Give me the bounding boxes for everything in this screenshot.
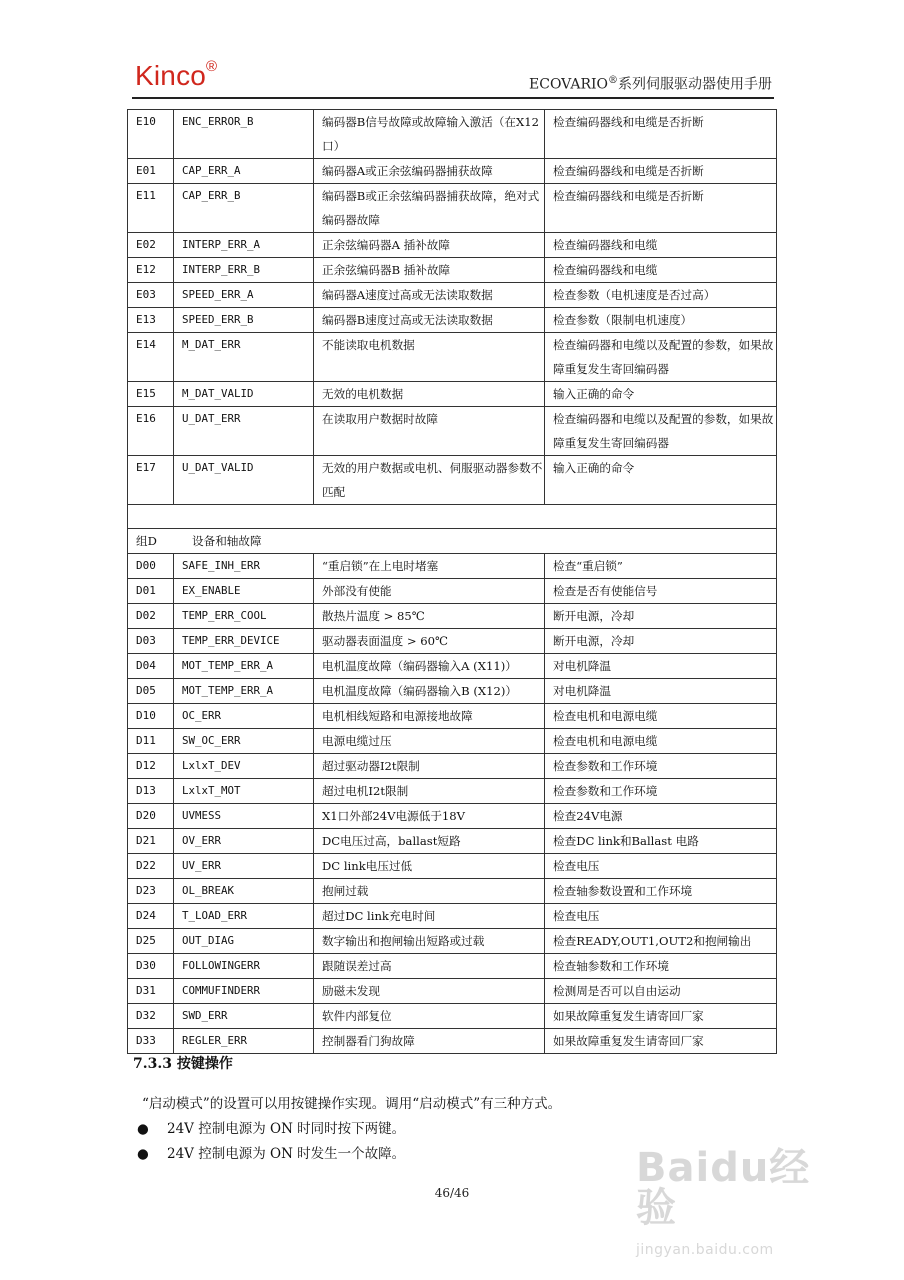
remedy-cell: 检查电机和电源电缆 [545,704,777,729]
error-name-cell: MOT_TEMP_ERR_A [174,679,314,704]
error-name-cell: LxlxT_MOT [174,779,314,804]
fault-description-cell: 电源电缆过压 [314,729,545,754]
remedy-cell: 检查参数（电机速度是否过高） [545,283,777,308]
error-name-cell: TEMP_ERR_DEVICE [174,629,314,654]
error-code-cell: D33 [128,1029,174,1054]
error-name-cell: U_DAT_VALID [174,456,314,505]
error-code-cell: D12 [128,754,174,779]
table-row [128,382,777,407]
table-row [128,554,777,579]
doc-title-registered-mark: ® [608,75,618,86]
fault-description-cell: DC link电压过低 [314,854,545,879]
error-code-cell: D13 [128,779,174,804]
group-label: 组D [136,534,157,548]
fault-description-cell: 编码器A或正余弦编码器捕获故障 [314,159,545,184]
error-code-cell: E14 [128,333,174,382]
remedy-cell: 如果故障重复发生请寄回厂家 [545,1004,777,1029]
error-name-cell: INTERP_ERR_B [174,258,314,283]
table-row [128,1004,777,1029]
error-name-cell: FOLLOWINGERR [174,954,314,979]
error-name-cell: EX_ENABLE [174,579,314,604]
error-code-cell: D11 [128,729,174,754]
error-code-cell: E02 [128,233,174,258]
remedy-cell: 对电机降温 [545,654,777,679]
fault-description-cell: 散热片温度 > 85℃ [314,604,545,629]
remedy-cell: 检查编码器和电缆以及配置的参数，如果故障重复发生寄回编码器 [545,407,777,456]
remedy-cell: 检查编码器和电缆以及配置的参数，如果故障重复发生寄回编码器 [545,333,777,382]
header-divider [132,97,774,99]
remedy-cell: 对电机降温 [545,679,777,704]
remedy-cell: 检查编码器线和电缆是否折断 [545,184,777,233]
error-code-cell: E17 [128,456,174,505]
section-heading: 7.3.3 按键操作 [133,1056,233,1072]
remedy-cell: 检查电压 [545,854,777,879]
error-name-cell: UV_ERR [174,854,314,879]
remedy-cell: 检查编码器线和电缆 [545,258,777,283]
section-paragraph: “启动模式”的设置可以用按键操作实现。调用“启动模式”有三种方式。 [142,1096,562,1112]
doc-title-prefix: ECOVARIO [529,76,608,93]
group-header-row [128,529,777,554]
registered-mark: ® [206,57,218,75]
fault-description-cell: 超过电机I2t限制 [314,779,545,804]
fault-description-cell: 编码器B信号故障或故障输入激活（在X12口） [314,110,545,159]
error-code-cell: E12 [128,258,174,283]
group-header-cell [128,529,777,554]
error-name-cell: SPEED_ERR_A [174,283,314,308]
error-name-cell: INTERP_ERR_A [174,233,314,258]
error-code-cell: D00 [128,554,174,579]
bullet-dot-icon: ● [137,1121,149,1137]
table-row [128,779,777,804]
table-row [128,629,777,654]
remedy-cell: 检查轴参数和工作环境 [545,954,777,979]
page-number: 46/46 [434,1186,470,1200]
error-name-cell: LxlxT_DEV [174,754,314,779]
fault-description-cell: 编码器B或正余弦编码器捕获故障，绝对式编码器故障 [314,184,545,233]
error-name-cell: SWD_ERR [174,1004,314,1029]
table-row [128,729,777,754]
remedy-cell: 检查“重启锁” [545,554,777,579]
remedy-cell: 检查24V电源 [545,804,777,829]
remedy-cell: 输入正确的命令 [545,382,777,407]
fault-description-cell: 电机相线短路和电源接地故障 [314,704,545,729]
table-row [128,804,777,829]
remedy-cell: 检查编码器线和电缆是否折断 [545,110,777,159]
error-code-cell: D30 [128,954,174,979]
kinco-logo [135,57,218,91]
error-code-cell: E03 [128,283,174,308]
remedy-cell: 检查参数和工作环境 [545,779,777,804]
error-code-cell: D24 [128,904,174,929]
error-code-cell: D03 [128,629,174,654]
document-title [529,76,772,92]
table-row [128,407,777,456]
bullet-item [137,1117,405,1137]
table-row [128,929,777,954]
error-code-cell: D02 [128,604,174,629]
remedy-cell: 检查编码器线和电缆 [545,233,777,258]
fault-description-cell: 超过驱动器I2t限制 [314,754,545,779]
error-name-cell: OL_BREAK [174,879,314,904]
table-row [128,333,777,382]
remedy-cell: 断开电源，冷却 [545,604,777,629]
fault-description-cell: X1口外部24V电源低于18V [314,804,545,829]
error-code-cell: D23 [128,879,174,904]
fault-description-cell: 电机温度故障（编码器输入B (X12)） [314,679,545,704]
table-row [128,979,777,1004]
fault-description-cell: 正余弦编码器A 插补故障 [314,233,545,258]
error-name-cell: SPEED_ERR_B [174,308,314,333]
logo-text: Kinco [135,60,207,91]
error-name-cell: SW_OC_ERR [174,729,314,754]
error-code-cell: E15 [128,382,174,407]
table-row [128,679,777,704]
table-row [128,159,777,184]
error-code-cell: D20 [128,804,174,829]
fault-description-cell: 编码器B速度过高或无法读取数据 [314,308,545,333]
fault-description-cell: 无效的电机数据 [314,382,545,407]
fault-description-cell: 外部没有使能 [314,579,545,604]
fault-description-cell: 编码器A速度过高或无法读取数据 [314,283,545,308]
fault-description-cell: 驱动器表面温度 > 60℃ [314,629,545,654]
blank-separator-row [128,505,777,529]
blank-cell [128,505,777,529]
remedy-cell: 检查READY,OUT1,OUT2和抱闸输出 [545,929,777,954]
remedy-cell: 检查编码器线和电缆是否折断 [545,159,777,184]
error-name-cell: M_DAT_VALID [174,382,314,407]
fault-description-cell: 励磁未发现 [314,979,545,1004]
error-name-cell: ENC_ERROR_B [174,110,314,159]
fault-description-cell: DC电压过高，ballast短路 [314,829,545,854]
error-name-cell: CAP_ERR_A [174,159,314,184]
fault-description-cell: 在读取用户数据时故障 [314,407,545,456]
table-row [128,904,777,929]
error-name-cell: OUT_DIAG [174,929,314,954]
fault-description-cell: “重启锁”在上电时堵塞 [314,554,545,579]
remedy-cell: 检查是否有使能信号 [545,579,777,604]
error-name-cell: U_DAT_ERR [174,407,314,456]
error-code-cell: E11 [128,184,174,233]
table-row [128,704,777,729]
bullet-dot-icon: ● [137,1146,149,1162]
remedy-cell: 检查参数（限制电机速度） [545,308,777,333]
bullet-item [137,1142,405,1162]
watermark-brand: Baidu经验 [636,1145,811,1231]
error-code-cell: E01 [128,159,174,184]
table-row [128,579,777,604]
fault-description-cell: 正余弦编码器B 插补故障 [314,258,545,283]
table-row [128,456,777,505]
table-row [128,283,777,308]
remedy-cell: 如果故障重复发生请寄回厂家 [545,1029,777,1054]
error-code-cell: D25 [128,929,174,954]
table-row [128,829,777,854]
error-code-cell: D01 [128,579,174,604]
error-name-cell: MOT_TEMP_ERR_A [174,654,314,679]
error-code-cell: E13 [128,308,174,333]
table-row [128,258,777,283]
error-code-cell: D31 [128,979,174,1004]
table-row [128,1029,777,1054]
table-row [128,308,777,333]
error-name-cell: M_DAT_ERR [174,333,314,382]
remedy-cell: 检查DC link和Ballast 电路 [545,829,777,854]
table-row [128,854,777,879]
baidu-watermark [636,1145,836,1258]
bullet-text: 24V 控制电源为 ON 时发生一个故障。 [167,1146,406,1162]
remedy-cell: 检查电机和电源电缆 [545,729,777,754]
table-row [128,754,777,779]
error-name-cell: T_LOAD_ERR [174,904,314,929]
fault-description-cell: 无效的用户数据或电机、伺服驱动器参数不匹配 [314,456,545,505]
table-row [128,879,777,904]
fault-description-cell: 不能读取电机数据 [314,333,545,382]
table-row [128,233,777,258]
error-name-cell: SAFE_INH_ERR [174,554,314,579]
table-row [128,654,777,679]
fault-description-cell: 控制器看门狗故障 [314,1029,545,1054]
fault-description-cell: 电机温度故障（编码器输入A (X11)） [314,654,545,679]
table-row [128,604,777,629]
error-code-cell: D04 [128,654,174,679]
error-code-cell: E10 [128,110,174,159]
error-code-cell: D21 [128,829,174,854]
fault-description-cell: 数字输出和抱闸输出短路或过载 [314,929,545,954]
doc-title-suffix: 系列伺服驱动器使用手册 [618,76,772,93]
error-name-cell: COMMUFINDERR [174,979,314,1004]
error-code-cell: D22 [128,854,174,879]
error-name-cell: REGLER_ERR [174,1029,314,1054]
error-name-cell: UVMESS [174,804,314,829]
error-code-cell: D10 [128,704,174,729]
watermark-url: jingyan.baidu.com [636,1242,774,1258]
remedy-cell: 检查电压 [545,904,777,929]
table-row [128,954,777,979]
bullet-text: 24V 控制电源为 ON 时同时按下两键。 [167,1121,406,1137]
fault-description-cell: 跟随误差过高 [314,954,545,979]
remedy-cell: 断开电源，冷却 [545,629,777,654]
remedy-cell: 检查参数和工作环境 [545,754,777,779]
remedy-cell: 检查轴参数设置和工作环境 [545,879,777,904]
error-code-cell: D32 [128,1004,174,1029]
error-code-cell: D05 [128,679,174,704]
error-code-table [127,109,777,1054]
error-name-cell: TEMP_ERR_COOL [174,604,314,629]
remedy-cell: 检测周是否可以自由运动 [545,979,777,1004]
error-name-cell: CAP_ERR_B [174,184,314,233]
table-row [128,110,777,159]
remedy-cell: 输入正确的命令 [545,456,777,505]
fault-description-cell: 软件内部复位 [314,1004,545,1029]
group-title: 设备和轴故障 [192,534,262,548]
error-code-cell: E16 [128,407,174,456]
fault-description-cell: 超过DC link充电时间 [314,904,545,929]
error-name-cell: OC_ERR [174,704,314,729]
table-row [128,184,777,233]
error-name-cell: OV_ERR [174,829,314,854]
fault-description-cell: 抱闸过载 [314,879,545,904]
